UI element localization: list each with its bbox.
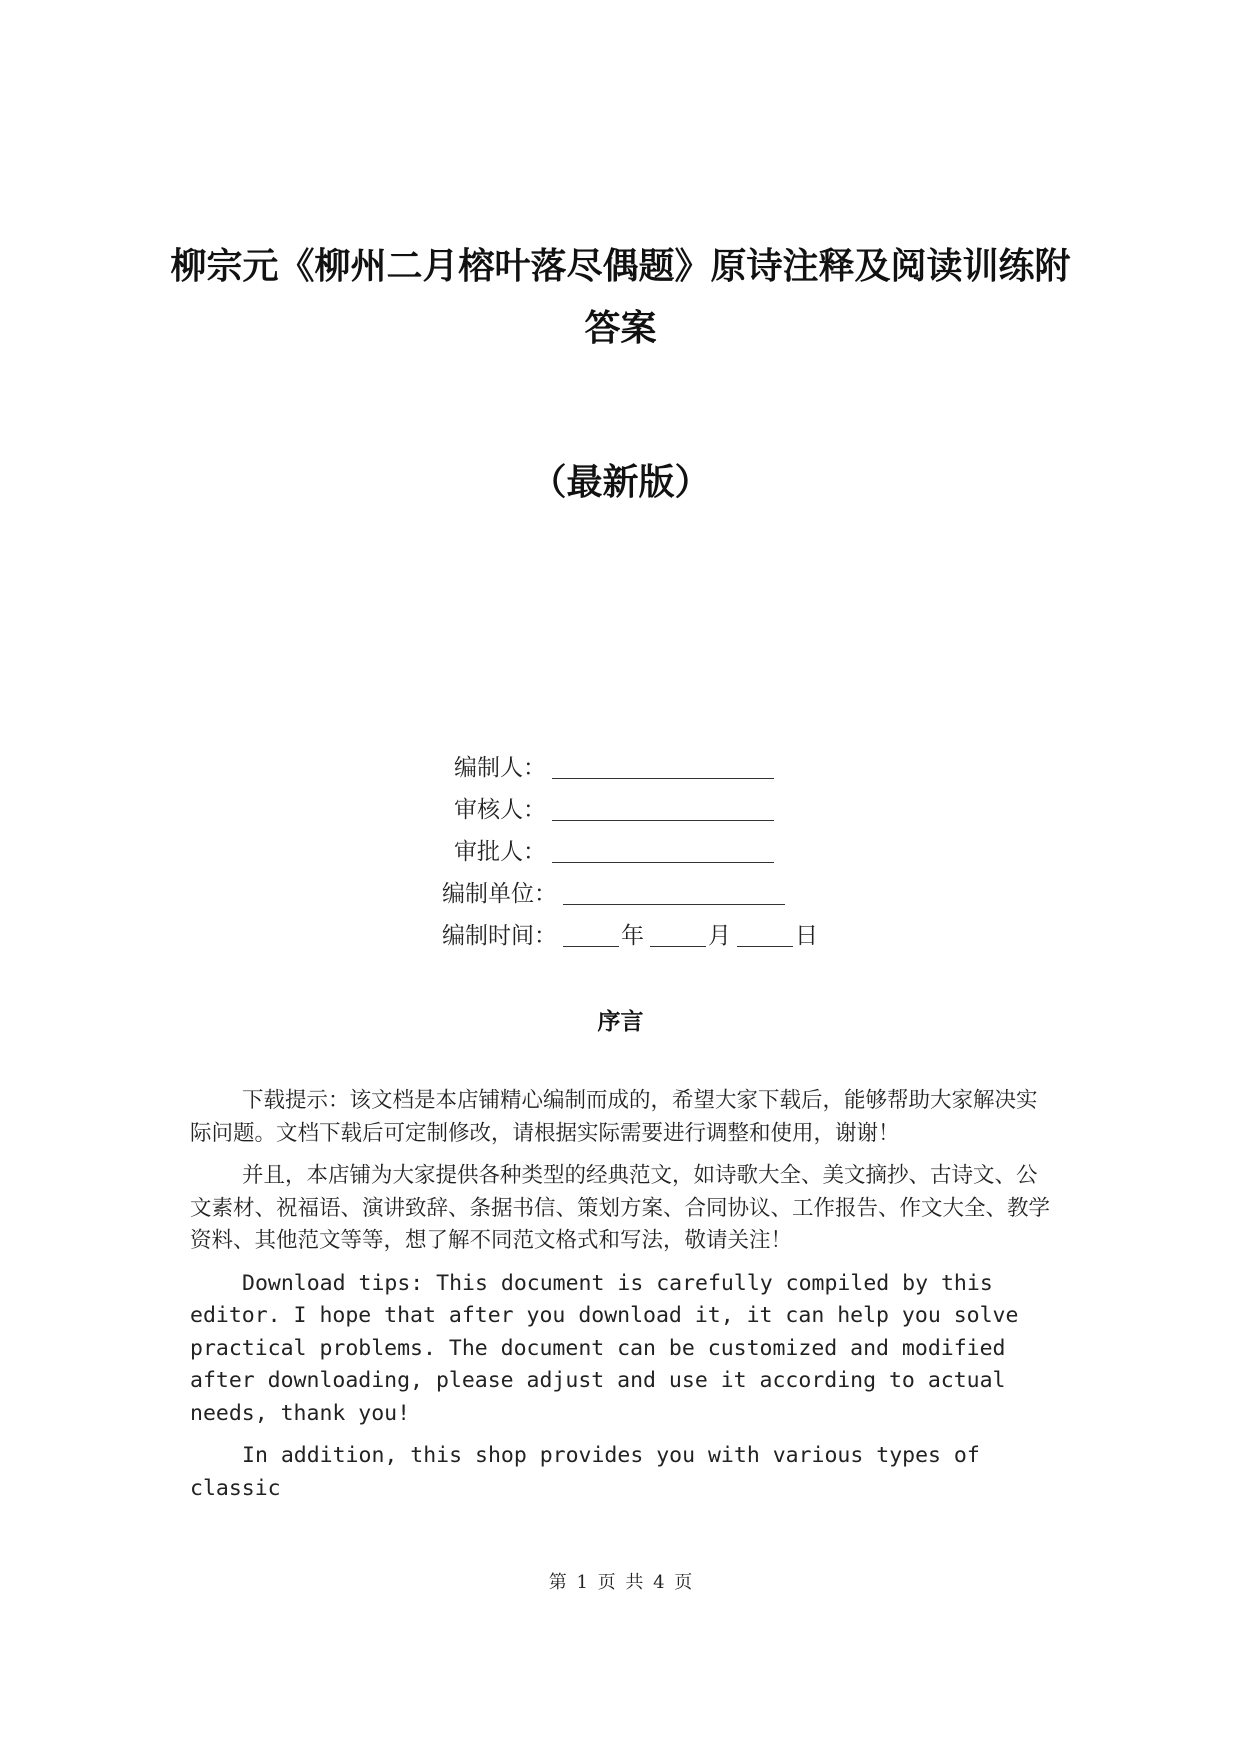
- reviewer-row: [454, 790, 774, 830]
- preface-heading: 序言: [597, 1008, 644, 1035]
- approver-row: [454, 832, 774, 872]
- preface-paragraph-download-tip-en: Download tips: This document is carefully compiled by this editor. I hope that after you download it, it can help you solve practical problems. The document can be customized and modified after downloading, please adjust and use it according to actual needs, thank you!: [190, 1270, 1019, 1426]
- preface-body: [190, 1085, 1057, 1515]
- month-field[interactable]: [650, 916, 706, 947]
- day-text: 日: [795, 923, 818, 949]
- page-number-footer: 第 1 页 共 4 页: [548, 1572, 693, 1593]
- unit-field[interactable]: [563, 874, 785, 905]
- reviewer-label: 审核人：: [454, 797, 546, 823]
- time-row: [442, 916, 818, 956]
- year-text: 年: [621, 923, 644, 949]
- compiler-field[interactable]: [552, 748, 774, 779]
- compiler-label: 编制人：: [454, 755, 546, 781]
- preface-paragraph-templates-cn: 并且，本店铺为大家提供各种类型的经典范文，如诗歌大全、美文摘抄、古诗文、公文素材、祝福语、演讲致辞、条据书信、策划方案、合同协议、工作报告、作文大全、教学资料、其他范文等等，想了解不同范文格式和写法，敬请关注！: [190, 1163, 1051, 1253]
- reviewer-field[interactable]: [552, 790, 774, 821]
- time-label: 编制时间：: [442, 923, 557, 949]
- day-field[interactable]: [737, 916, 793, 947]
- preface-paragraph-download-tip-cn: 下载提示：该文档是本店铺精心编制而成的，希望大家下载后，能够帮助大家解决实际问题。文档下载后可定制修改，请根据实际需要进行调整和使用，谢谢！: [190, 1088, 1038, 1146]
- preface-paragraph-templates-en: In addition, this shop provides you with various types of classic: [190, 1443, 980, 1501]
- unit-row: [442, 874, 785, 914]
- unit-label: 编制单位：: [442, 881, 557, 907]
- year-field[interactable]: [563, 916, 619, 947]
- compiler-row: [454, 748, 774, 788]
- document-title: 柳宗元《柳州二月榕叶落尽偶题》原诗注释及阅读训练附答案: [170, 246, 1071, 349]
- edition-label: （最新版）: [530, 462, 711, 503]
- month-text: 月: [708, 923, 731, 949]
- approver-field[interactable]: [552, 832, 774, 863]
- approver-label: 审批人：: [454, 839, 546, 865]
